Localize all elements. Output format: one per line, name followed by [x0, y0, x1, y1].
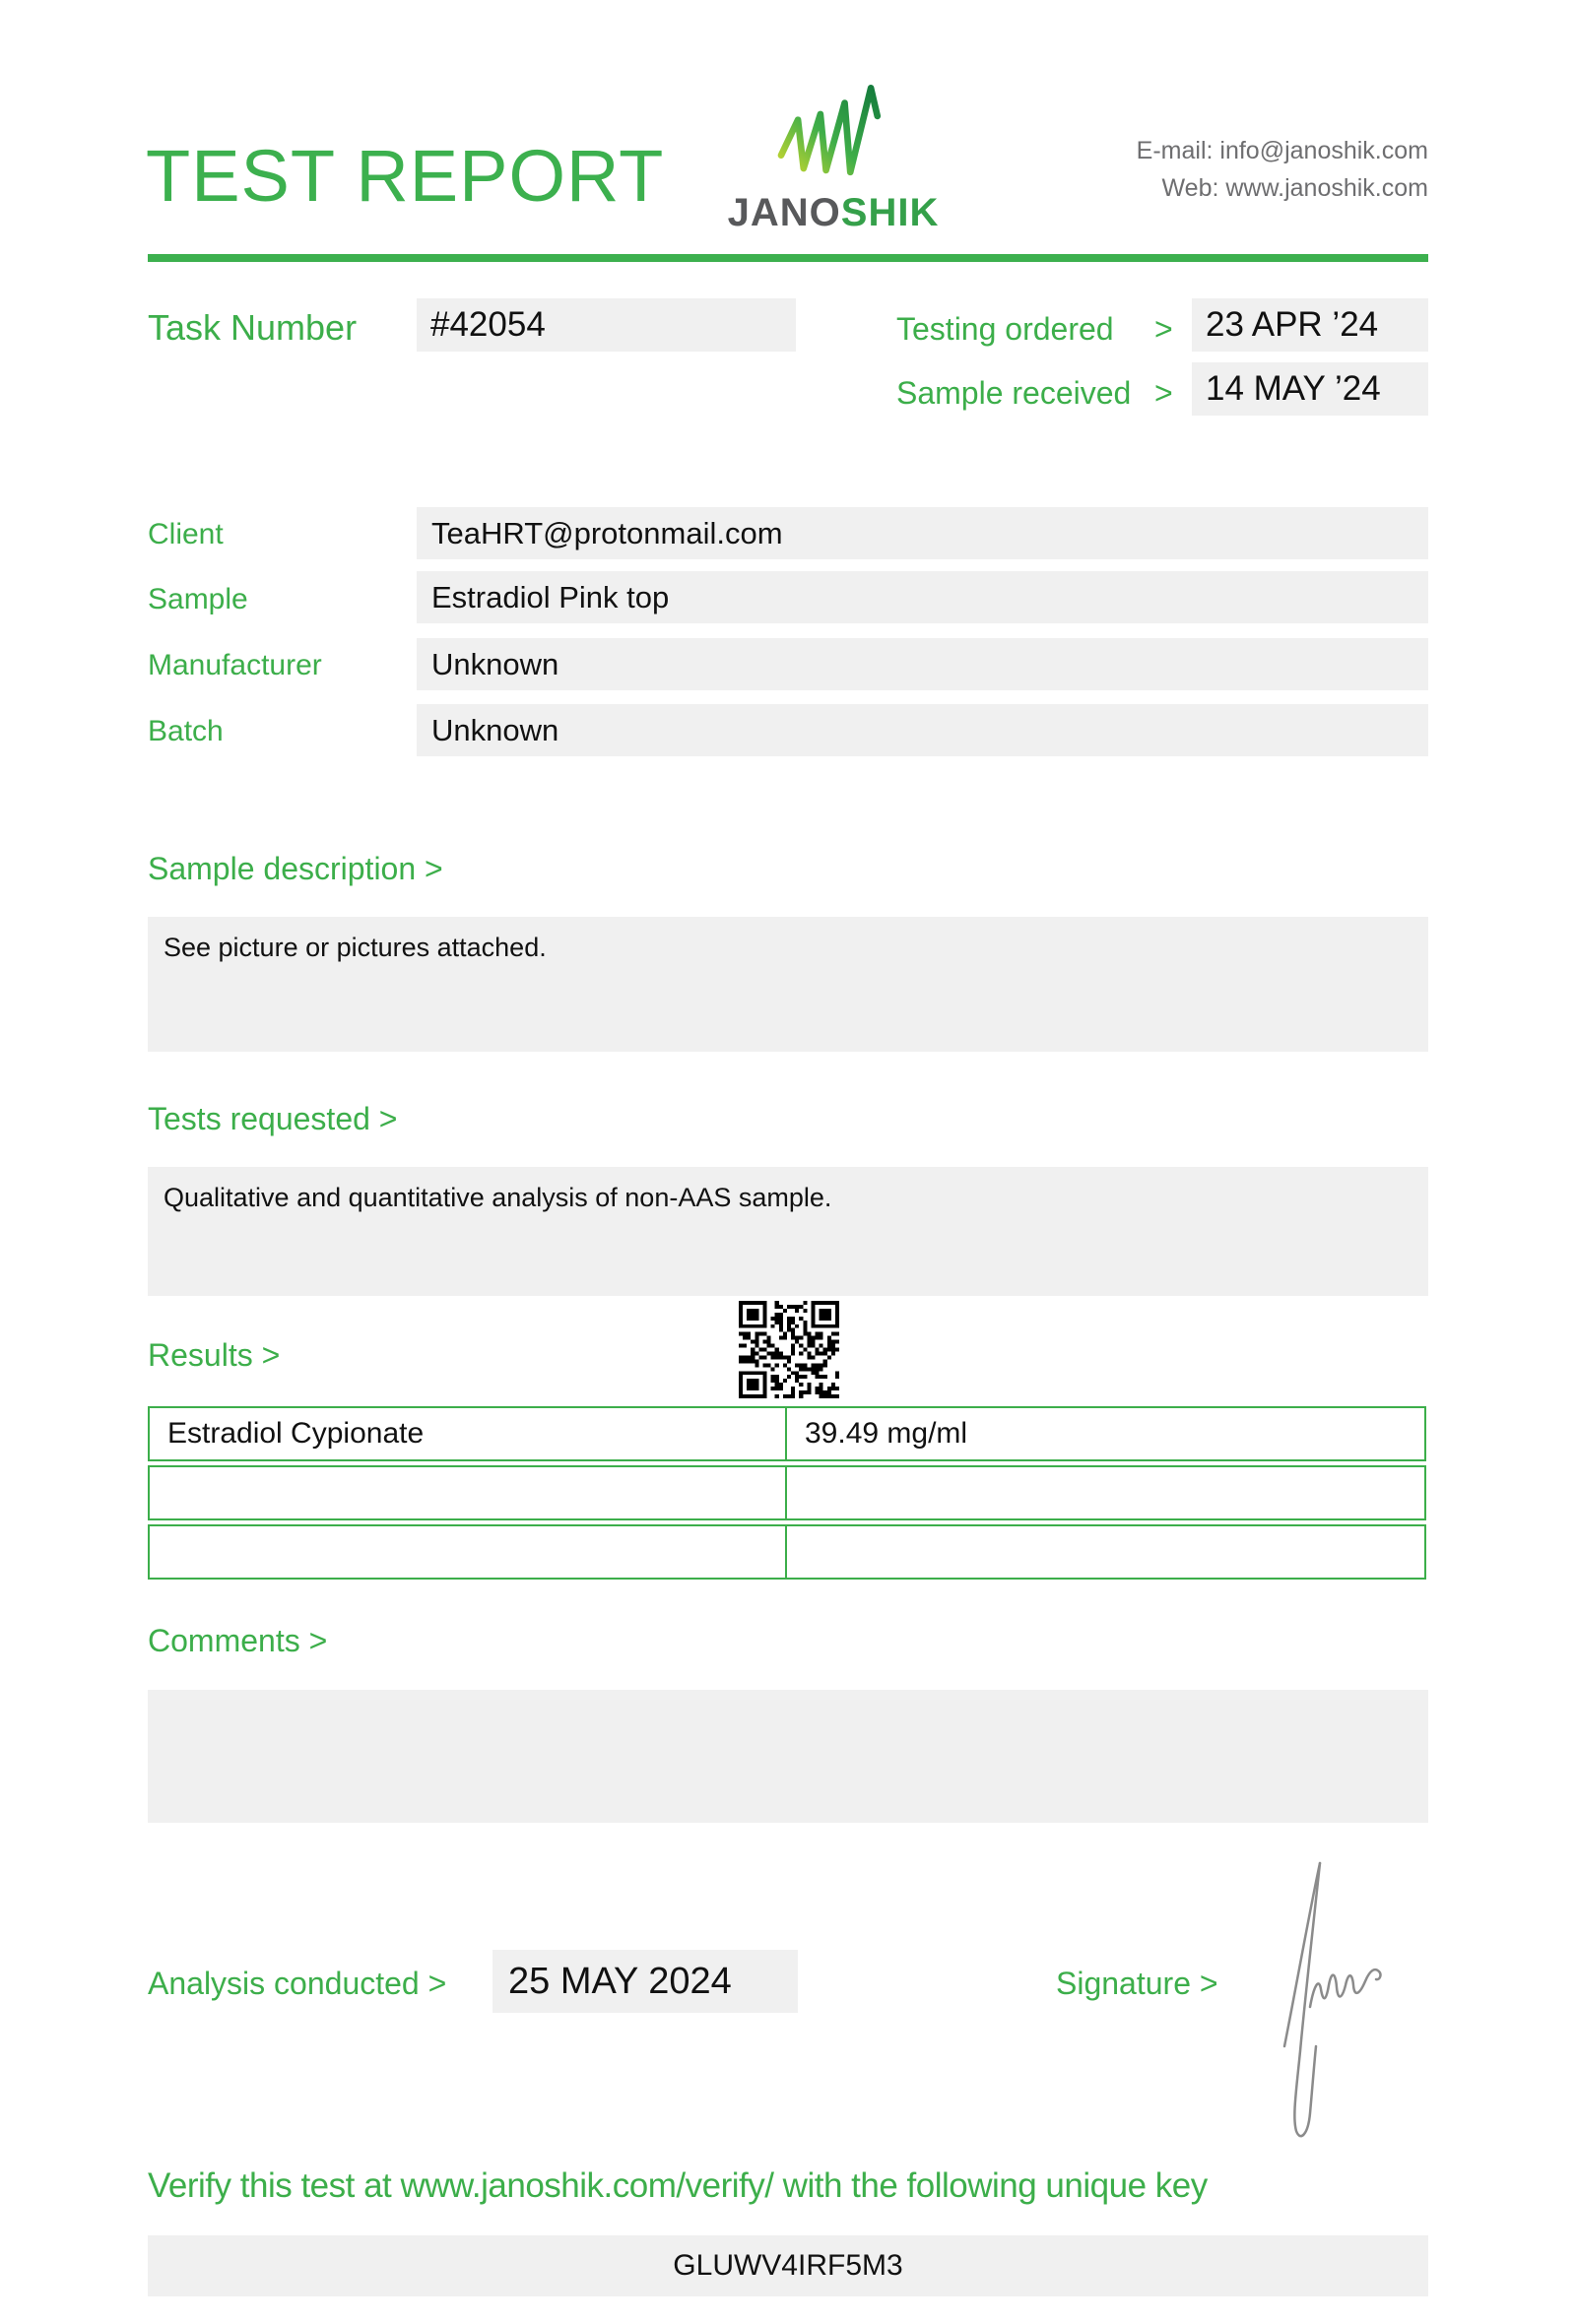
- result-value-cell: [785, 1524, 1426, 1580]
- tests-requested-box: [148, 1167, 1428, 1296]
- result-analyte-cell: [148, 1465, 787, 1520]
- manufacturer-value: Unknown: [417, 638, 1428, 690]
- task-number-value: #42054: [417, 298, 796, 352]
- comments-heading: Comments >: [148, 1623, 328, 1658]
- contact-email: E-mail: info@janoshik.com: [1136, 137, 1428, 164]
- sample-description-heading: Sample description >: [148, 851, 443, 886]
- result-value-cell: 39.49 mg/ml: [785, 1406, 1426, 1461]
- sample-description-box: [148, 917, 1428, 1052]
- janoshik-logo-text: [727, 191, 940, 235]
- sample-received-label: Sample received: [896, 375, 1132, 411]
- analysis-conducted-value: 25 MAY 2024: [492, 1950, 798, 2013]
- batch-label: Batch: [148, 715, 224, 747]
- testing-ordered-label: Testing ordered: [896, 311, 1114, 347]
- table-row: [148, 1524, 1428, 1580]
- analysis-conducted-label: Analysis conducted >: [148, 1966, 447, 2001]
- batch-value: Unknown: [417, 704, 1428, 756]
- tests-requested-text: Qualitative and quantitative analysis of non-AAS sample.: [164, 1183, 832, 1212]
- manufacturer-label: Manufacturer: [148, 649, 322, 681]
- signature-label: Signature >: [1056, 1966, 1218, 2001]
- janoshik-logo-chart-icon: [773, 77, 899, 187]
- signature-image: [1274, 1849, 1384, 2145]
- unique-key-value: GLUWV4IRF5M3: [148, 2235, 1428, 2296]
- table-row: [148, 1406, 1428, 1461]
- testing-ordered-arrow: >: [1154, 311, 1173, 347]
- result-analyte-cell: [148, 1524, 787, 1580]
- page-title: TEST REPORT: [146, 135, 665, 217]
- verify-instruction: Verify this test at www.janoshik.com/verify/ with the following unique key: [148, 2166, 1208, 2205]
- sample-label: Sample: [148, 583, 248, 615]
- logo-text-shik: SHIK: [840, 191, 940, 234]
- header-divider: [148, 254, 1428, 262]
- client-value: TeaHRT@protonmail.com: [417, 507, 1428, 559]
- logo-text-jano: JANO: [727, 191, 841, 234]
- table-row: [148, 1465, 1428, 1520]
- client-label: Client: [148, 518, 224, 550]
- sample-description-text: See picture or pictures attached.: [164, 933, 547, 962]
- tests-requested-heading: Tests requested >: [148, 1101, 398, 1136]
- sample-received-value: 14 MAY ’24: [1192, 362, 1428, 416]
- task-number-label: Task Number: [148, 307, 358, 348]
- testing-ordered-value: 23 APR ’24: [1192, 298, 1428, 352]
- contact-info: [936, 132, 1428, 207]
- result-analyte-cell: Estradiol Cypionate: [148, 1406, 787, 1461]
- comments-box: [148, 1690, 1428, 1823]
- results-table: [148, 1406, 1428, 1583]
- result-value-cell: [785, 1465, 1426, 1520]
- qr-code: [739, 1301, 839, 1398]
- sample-received-arrow: >: [1154, 375, 1173, 411]
- contact-web: Web: www.janoshik.com: [1161, 174, 1428, 202]
- results-heading: Results >: [148, 1337, 281, 1373]
- sample-value: Estradiol Pink top: [417, 571, 1428, 623]
